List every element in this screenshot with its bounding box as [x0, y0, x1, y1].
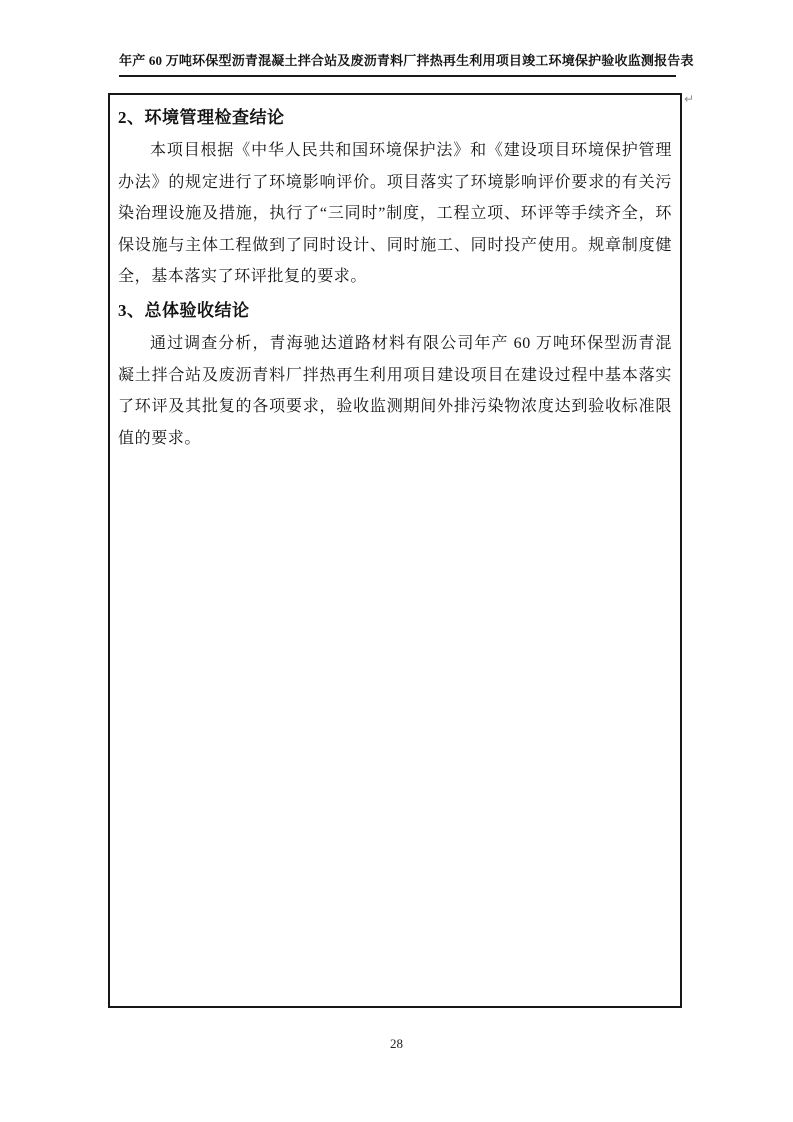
section-2-heading: 2、环境管理检查结论 — [118, 108, 285, 127]
report-header-title: 年产 60 万吨环保型沥青混凝土拌合站及废沥青料厂拌热再生利用项目竣工环境保护验收监测报告表 — [119, 50, 676, 77]
content-box — [108, 93, 682, 1008]
paragraph-return-mark-icon: ↵ — [684, 92, 695, 106]
section-3-heading: 3、总体验收结论 — [118, 300, 250, 320]
section-3-paragraph: 通过调查分析，青海驰达道路材料有限公司年产 60 万吨环保型沥青混凝土拌合站及废沥青料厂拌热再生利用项目建设项目在建设过程中基本落实了环评及其批复的各项要求，验收监测期间外排污染物浓度达到验收标准限值的要求。 — [118, 334, 672, 447]
section-2-paragraph: 本项目根据《中华人民共和国环境保护法》和《建设项目环境保护管理办法》的规定进行了环境影响评价。项目落实了环境影响评价要求的有关污染治理设施及措施，执行了“三同时”制度，工程立项、环评等手续齐全，环保设施与主体工程做到了同时设计、同时施工、同时投产使用。规章制度健全，基本落实了环评批复的要求。 — [118, 142, 672, 286]
page-number: 28 — [390, 1036, 403, 1051]
